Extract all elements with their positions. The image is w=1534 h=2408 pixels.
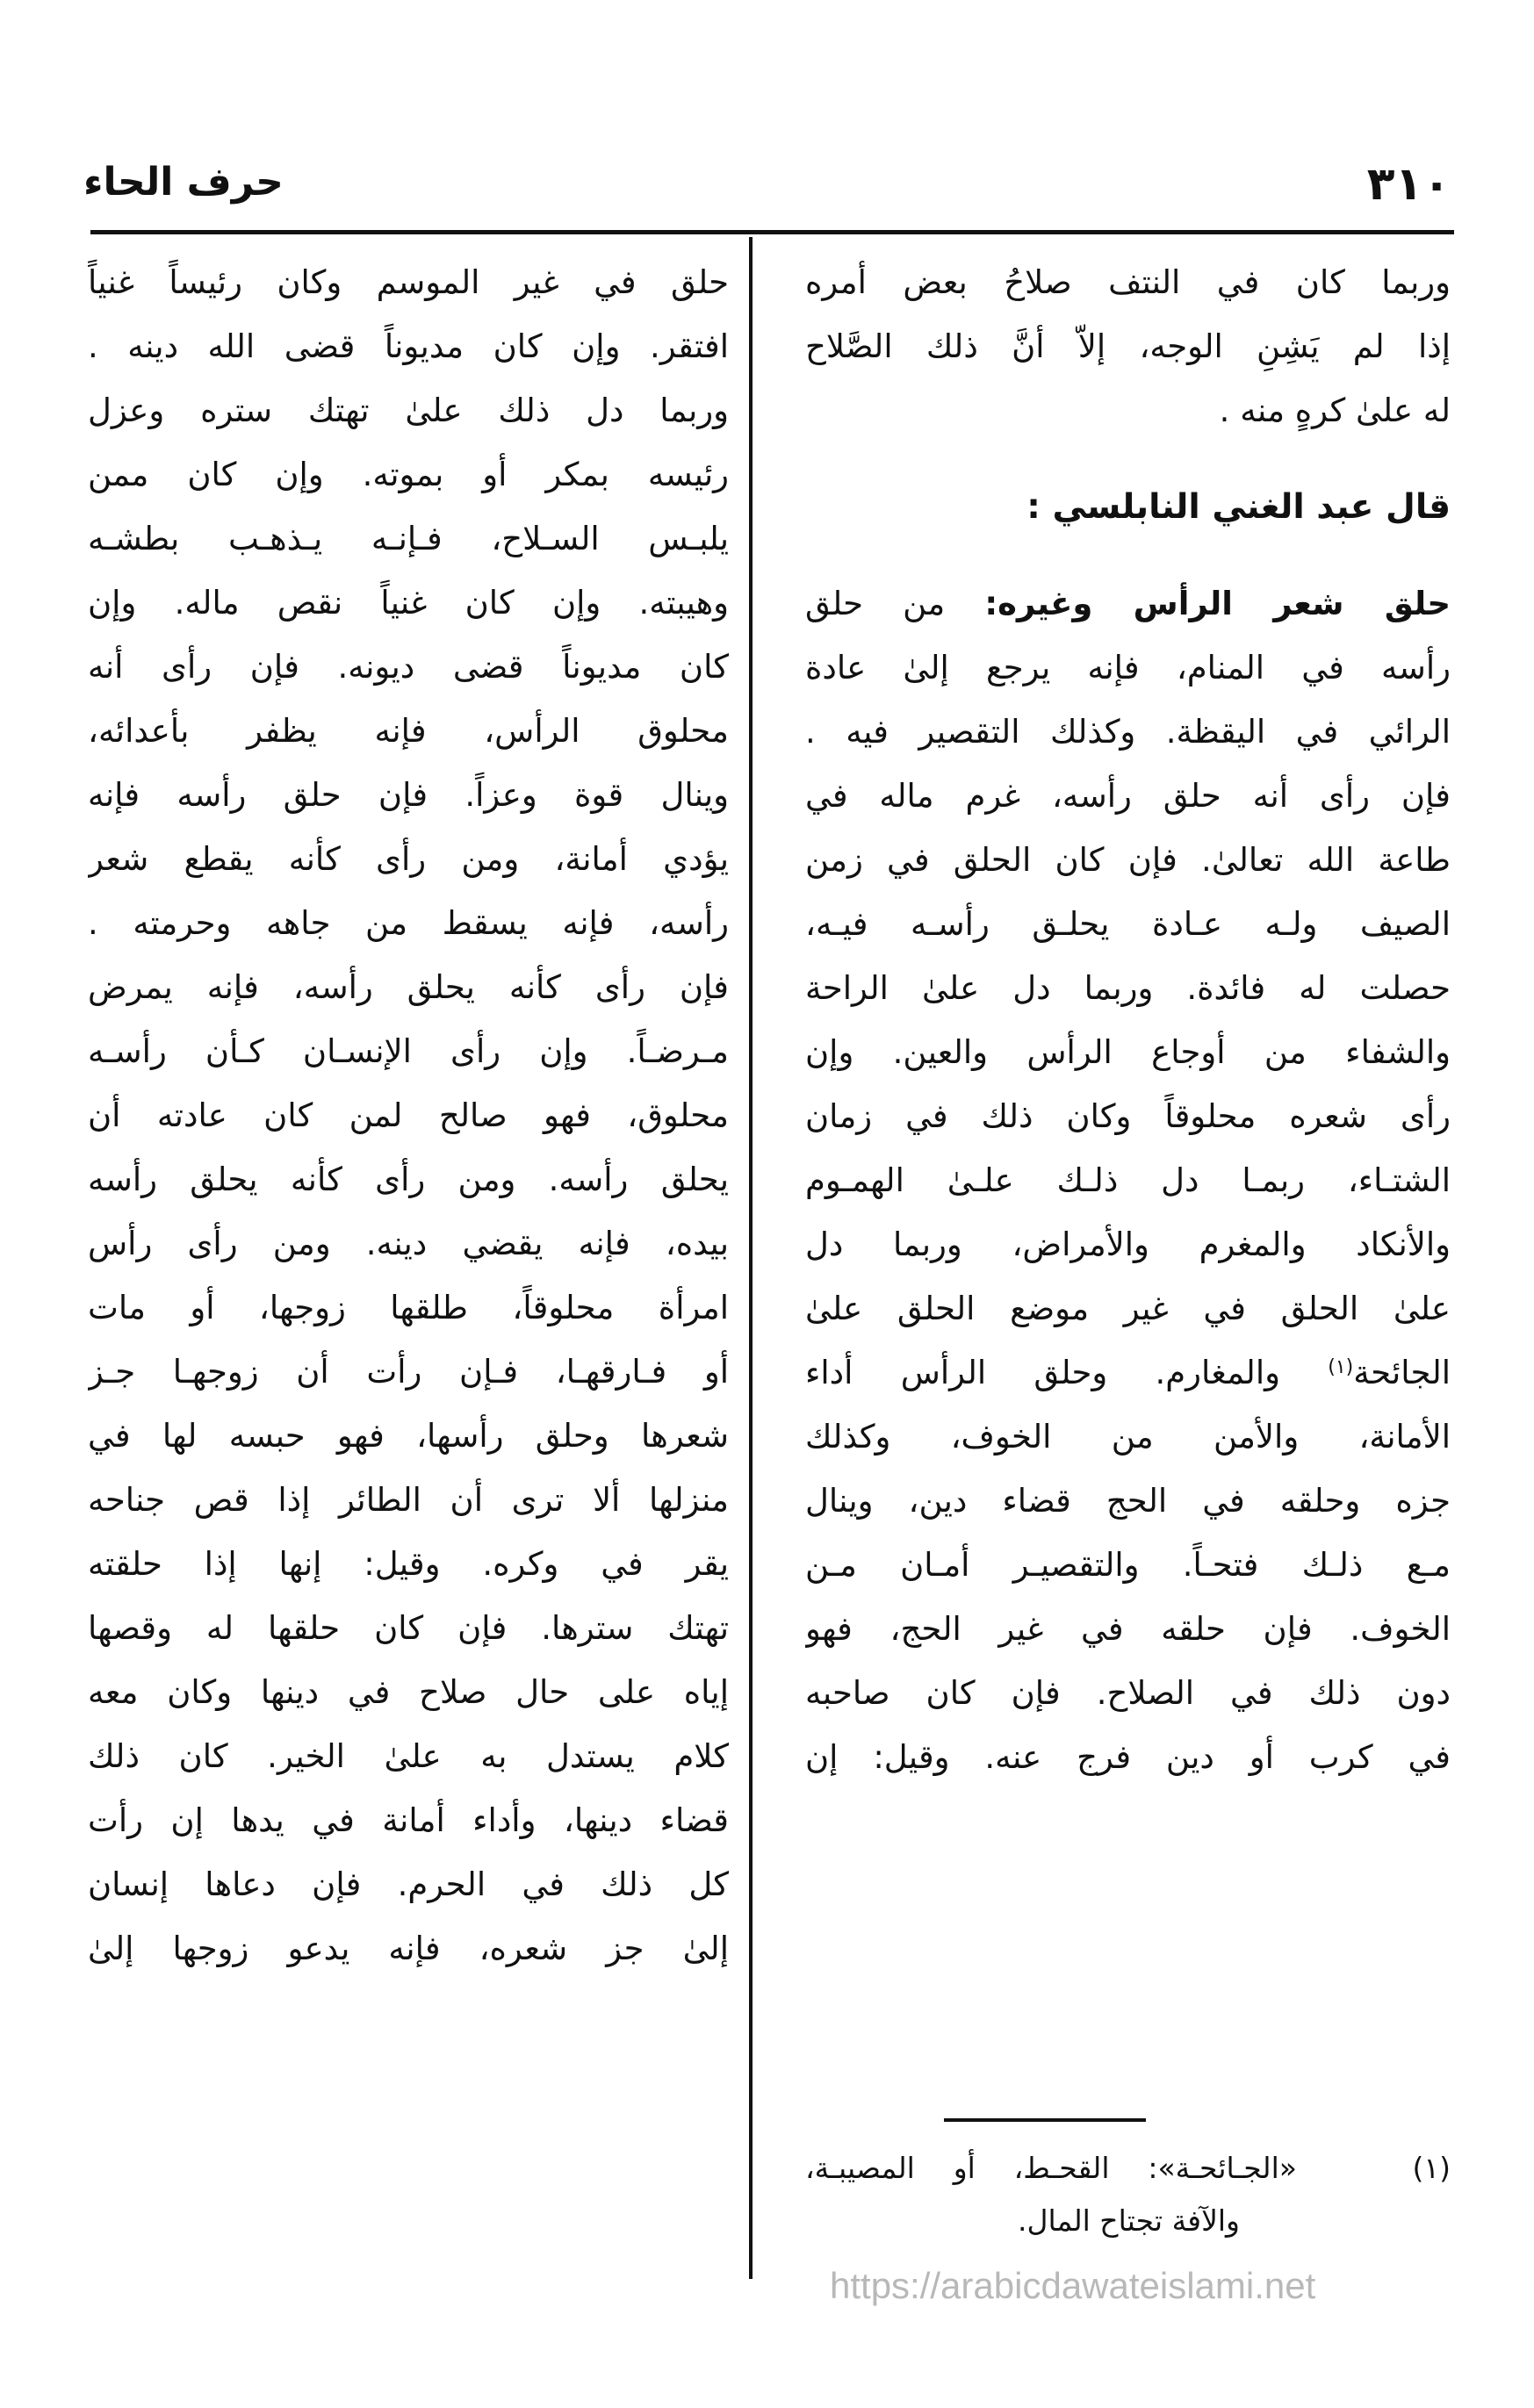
text-line: كل ذلك في الحرم. فإن دعاها إنسان: [88, 1865, 729, 1903]
text-line: رأسه، فإنه يسقط من جاهه وحرمته .: [88, 904, 729, 942]
text-line: مـع ذلـك فتحـاً. والتقصيـر أمـان مـن: [805, 1546, 1451, 1584]
text-line: الشتـاء، ربمـا دل ذلـك علـىٰ الهمـوم: [805, 1161, 1451, 1199]
text-line: رأى شعره محلوقاً وكان ذلك في زمان: [805, 1097, 1451, 1135]
text-line: رئيسه بمكر أو بموته. وإن كان ممن: [88, 456, 729, 493]
text-line: إلىٰ جز شعره، فإنه يدعو زوجها إلىٰ: [88, 1930, 729, 1967]
text-line: حصلت له فائدة. وربما دل علىٰ الراحة: [805, 969, 1451, 1007]
text-line: وهيبته. وإن كان غنياً نقص ماله. وإن: [88, 584, 729, 622]
text-line: منزلها ألا ترى أن الطائر إذا قص جناحه: [88, 1481, 729, 1519]
text-line: الأمانة، والأمن من الخوف، وكذلك: [805, 1418, 1451, 1456]
footnote-ref-mark[interactable]: (١): [1328, 1356, 1354, 1378]
text-line: يحلق رأسه. ومن رأى كأنه يحلق رأسه: [88, 1161, 729, 1198]
footnote-mark: (١): [1412, 2151, 1451, 2185]
text-line: محلوق، فهو صالح لمن كان عادته أن: [88, 1096, 729, 1134]
text-line: في كرب أو دين فرج عنه. وقيل: إن: [805, 1738, 1451, 1776]
text-line: طاعة الله تعالىٰ. فإن كان الحلق في زمن: [805, 841, 1451, 879]
text-line: والشفاء من أوجاع الرأس والعين. وإن: [805, 1033, 1451, 1071]
text-span: من حلق: [805, 585, 985, 622]
text-line: وربما كان في النتف صلاحُ بعض أمره: [805, 263, 1451, 301]
text-line: فإن رأى أنه حلق رأسه، غرم ماله في: [805, 777, 1451, 815]
text-line: تهتك سترها. فإن كان حلقها له وقصها: [88, 1609, 729, 1647]
text-line: قضاء دينها، وأداء أمانة في يدها إن رأت: [88, 1801, 729, 1839]
header-rule: [90, 230, 1454, 234]
text-line: والأنكاد والمغرم والأمراض، وربما دل: [805, 1226, 1451, 1263]
text-line: افتقر. وإن كان مديوناً قضى الله دينه .: [88, 327, 729, 365]
entry-title: حلق شعر الرأس وغيره:: [984, 585, 1451, 622]
right-column: [805, 250, 1451, 1789]
text-line: شعرها وحلق رأسها، فهو حبسه لها في: [88, 1417, 729, 1455]
footnote: [805, 2142, 1451, 2247]
text-line: كلام يستدل به علىٰ الخير. كان ذلك: [88, 1737, 729, 1775]
footnote-ref-line: [805, 1341, 1451, 1405]
section-heading: قال عبد الغني النابلسي :: [1026, 487, 1451, 527]
text-line: امرأة محلوقاً، طلقها زوجها، أو مات: [88, 1289, 729, 1326]
text-line: فإن رأى كأنه يحلق رأسه، فإنه يمرض: [88, 968, 729, 1006]
text-line: الرائي في اليقظة. وكذلك التقصير فيه .: [805, 713, 1451, 751]
footnote-line: والآفة تجتاح المال.: [1018, 2203, 1240, 2238]
text-line: له علىٰ كرهٍ منه .: [1219, 392, 1451, 429]
text-line: جزه وحلقه في الحج قضاء دين، وينال: [805, 1482, 1451, 1520]
entry-first-line: [805, 571, 1451, 636]
text-line: رأسه في المنام، فإنه يرجع إلىٰ عادة: [805, 649, 1451, 686]
column-divider: [749, 237, 753, 2279]
page-number: ٣١٠: [1366, 158, 1451, 211]
text-line: الصيف ولـه عـادة يحلـق رأسـه فيـه،: [805, 905, 1451, 943]
text-line: إياه على حال صلاح في دينها وكان معه: [88, 1673, 729, 1711]
text-line: وربما دل ذلك علىٰ تهتك ستره وعزل: [88, 392, 729, 429]
text-line: دون ذلك في الصلاح. فإن كان صاحبه: [805, 1674, 1451, 1712]
text-line: مـرضـاً. وإن رأى الإنسـان كـأن رأسـه: [88, 1032, 729, 1070]
text-line: محلوق الرأس، فإنه يظفر بأعدائه،: [88, 712, 729, 750]
footnote-text: «الجـائحـة»: القحـط، أو المصيبـة،: [805, 2151, 1297, 2185]
text-line: يقر في وكره. وقيل: إنها إذا حلقته: [88, 1545, 729, 1583]
text-line: إذا لم يَشِنِ الوجه، إلاّ أنَّ ذلك الصَّلاح: [805, 327, 1451, 365]
text-line: أو فـارقهـا، فـإن رأت أن زوجهـا جـز: [88, 1353, 729, 1391]
text-line: يلبـس السـلاح، فـإنـه يـذهـب بطشـه: [88, 520, 729, 557]
text-line: علىٰ الحلق في غير موضع الحلق علىٰ: [805, 1290, 1451, 1327]
text-line: بيده، فإنه يقضي دينه. ومن رأى رأس: [88, 1225, 729, 1262]
text-line: وينال قوة وعزاً. فإن حلق رأسه فإنه: [88, 776, 729, 814]
footnote-line: [805, 2142, 1451, 2195]
running-head: حرف الحاء: [83, 160, 284, 205]
text-span: والمغارم. وحلق الرأس أداء: [805, 1354, 1329, 1391]
text-line: كان مديوناً قضى ديونه. فإن رأى أنه: [88, 648, 729, 686]
footnote-rule: [944, 2118, 1146, 2122]
text-line: حلق في غير الموسم وكان رئيساً غنياً: [88, 263, 729, 301]
text-line: الخوف. فإن حلقه في غير الحج، فهو: [805, 1610, 1451, 1648]
text-span: الجائحة: [1353, 1354, 1451, 1391]
left-column: [88, 250, 729, 1980]
watermark-url: https://arabicdawateislami.net: [830, 2265, 1316, 2306]
text-line: يؤدي أمانة، ومن رأى كأنه يقطع شعر: [88, 840, 729, 878]
